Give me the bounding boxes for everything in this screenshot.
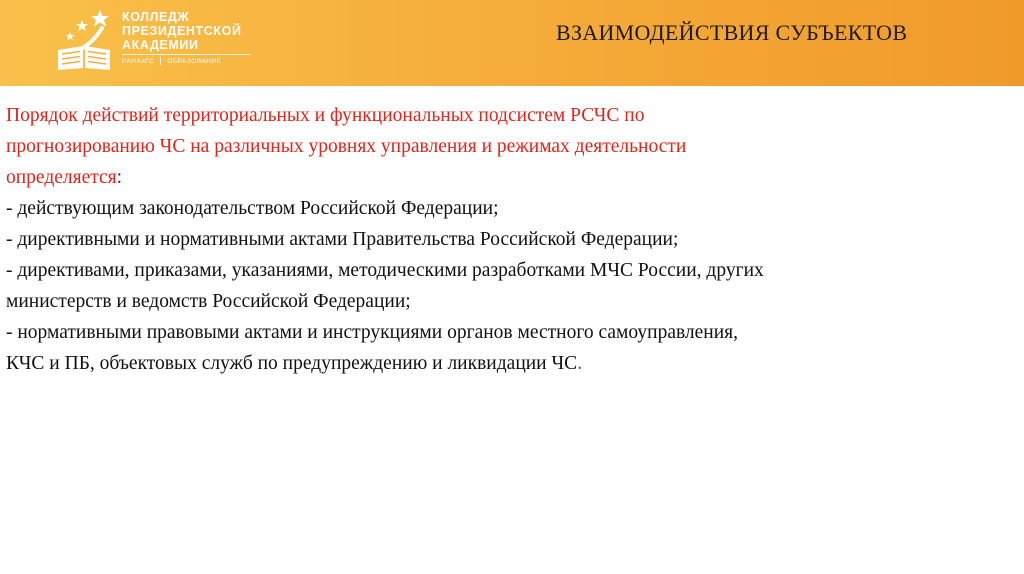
logo-text-line-3: АКАДЕМИИ	[122, 38, 199, 52]
logo-sub-left: РАНХиГС	[122, 57, 155, 65]
list-item	[6, 193, 1006, 224]
list-item-text: КЧС и ПБ, объектовых служб по предупреждению и ликвидации ЧС	[6, 353, 578, 374]
logo-text-line-1: КОЛЛЕДЖ	[122, 10, 190, 24]
college-logo	[52, 6, 262, 72]
intro-paragraph	[6, 100, 1006, 193]
intro-colon: :	[116, 167, 123, 188]
header-banner	[0, 0, 1024, 86]
logo-text-line-2: ПРЕЗИДЕНТСКОЙ	[122, 24, 242, 38]
list-item-text: - директивами, приказами, указаниями, методическими разработками МЧС России, других	[6, 260, 764, 281]
slide-body	[6, 100, 1006, 379]
logo-sub-separator	[160, 57, 161, 65]
slide-title: ВЗАИМОДЕЙСТВИЯ СУБЪЕКТОВ	[556, 20, 908, 45]
list-item-text: - нормативными правовыми актами и инструкциями органов местного самоуправления,	[6, 322, 739, 343]
list-item	[6, 317, 1006, 348]
intro-line-2: прогнозированию ЧС на различных уровнях управления и режимах деятельности	[6, 136, 687, 157]
list-item-text: министерств и ведомств Российской Федерации;	[6, 291, 411, 312]
star-book-icon	[52, 6, 116, 72]
list-item	[6, 255, 1006, 286]
logo-divider	[122, 54, 250, 55]
logo-sub-right: ОБРАЗОВАНИЕ	[167, 57, 222, 65]
list-item-text: - директивными и нормативными актами Правительства Российской Федерации;	[6, 229, 679, 250]
list-item	[6, 286, 1006, 317]
logo-subline	[122, 57, 221, 65]
list-item-text: - действующим законодательством Российской Федерации;	[6, 198, 499, 219]
intro-line-1: Порядок действий территориальных и функциональных подсистем РСЧС по	[6, 105, 645, 126]
list-item	[6, 348, 1006, 379]
final-period: .	[577, 353, 583, 374]
list-item	[6, 224, 1006, 255]
intro-line-3: определяется	[6, 167, 117, 188]
